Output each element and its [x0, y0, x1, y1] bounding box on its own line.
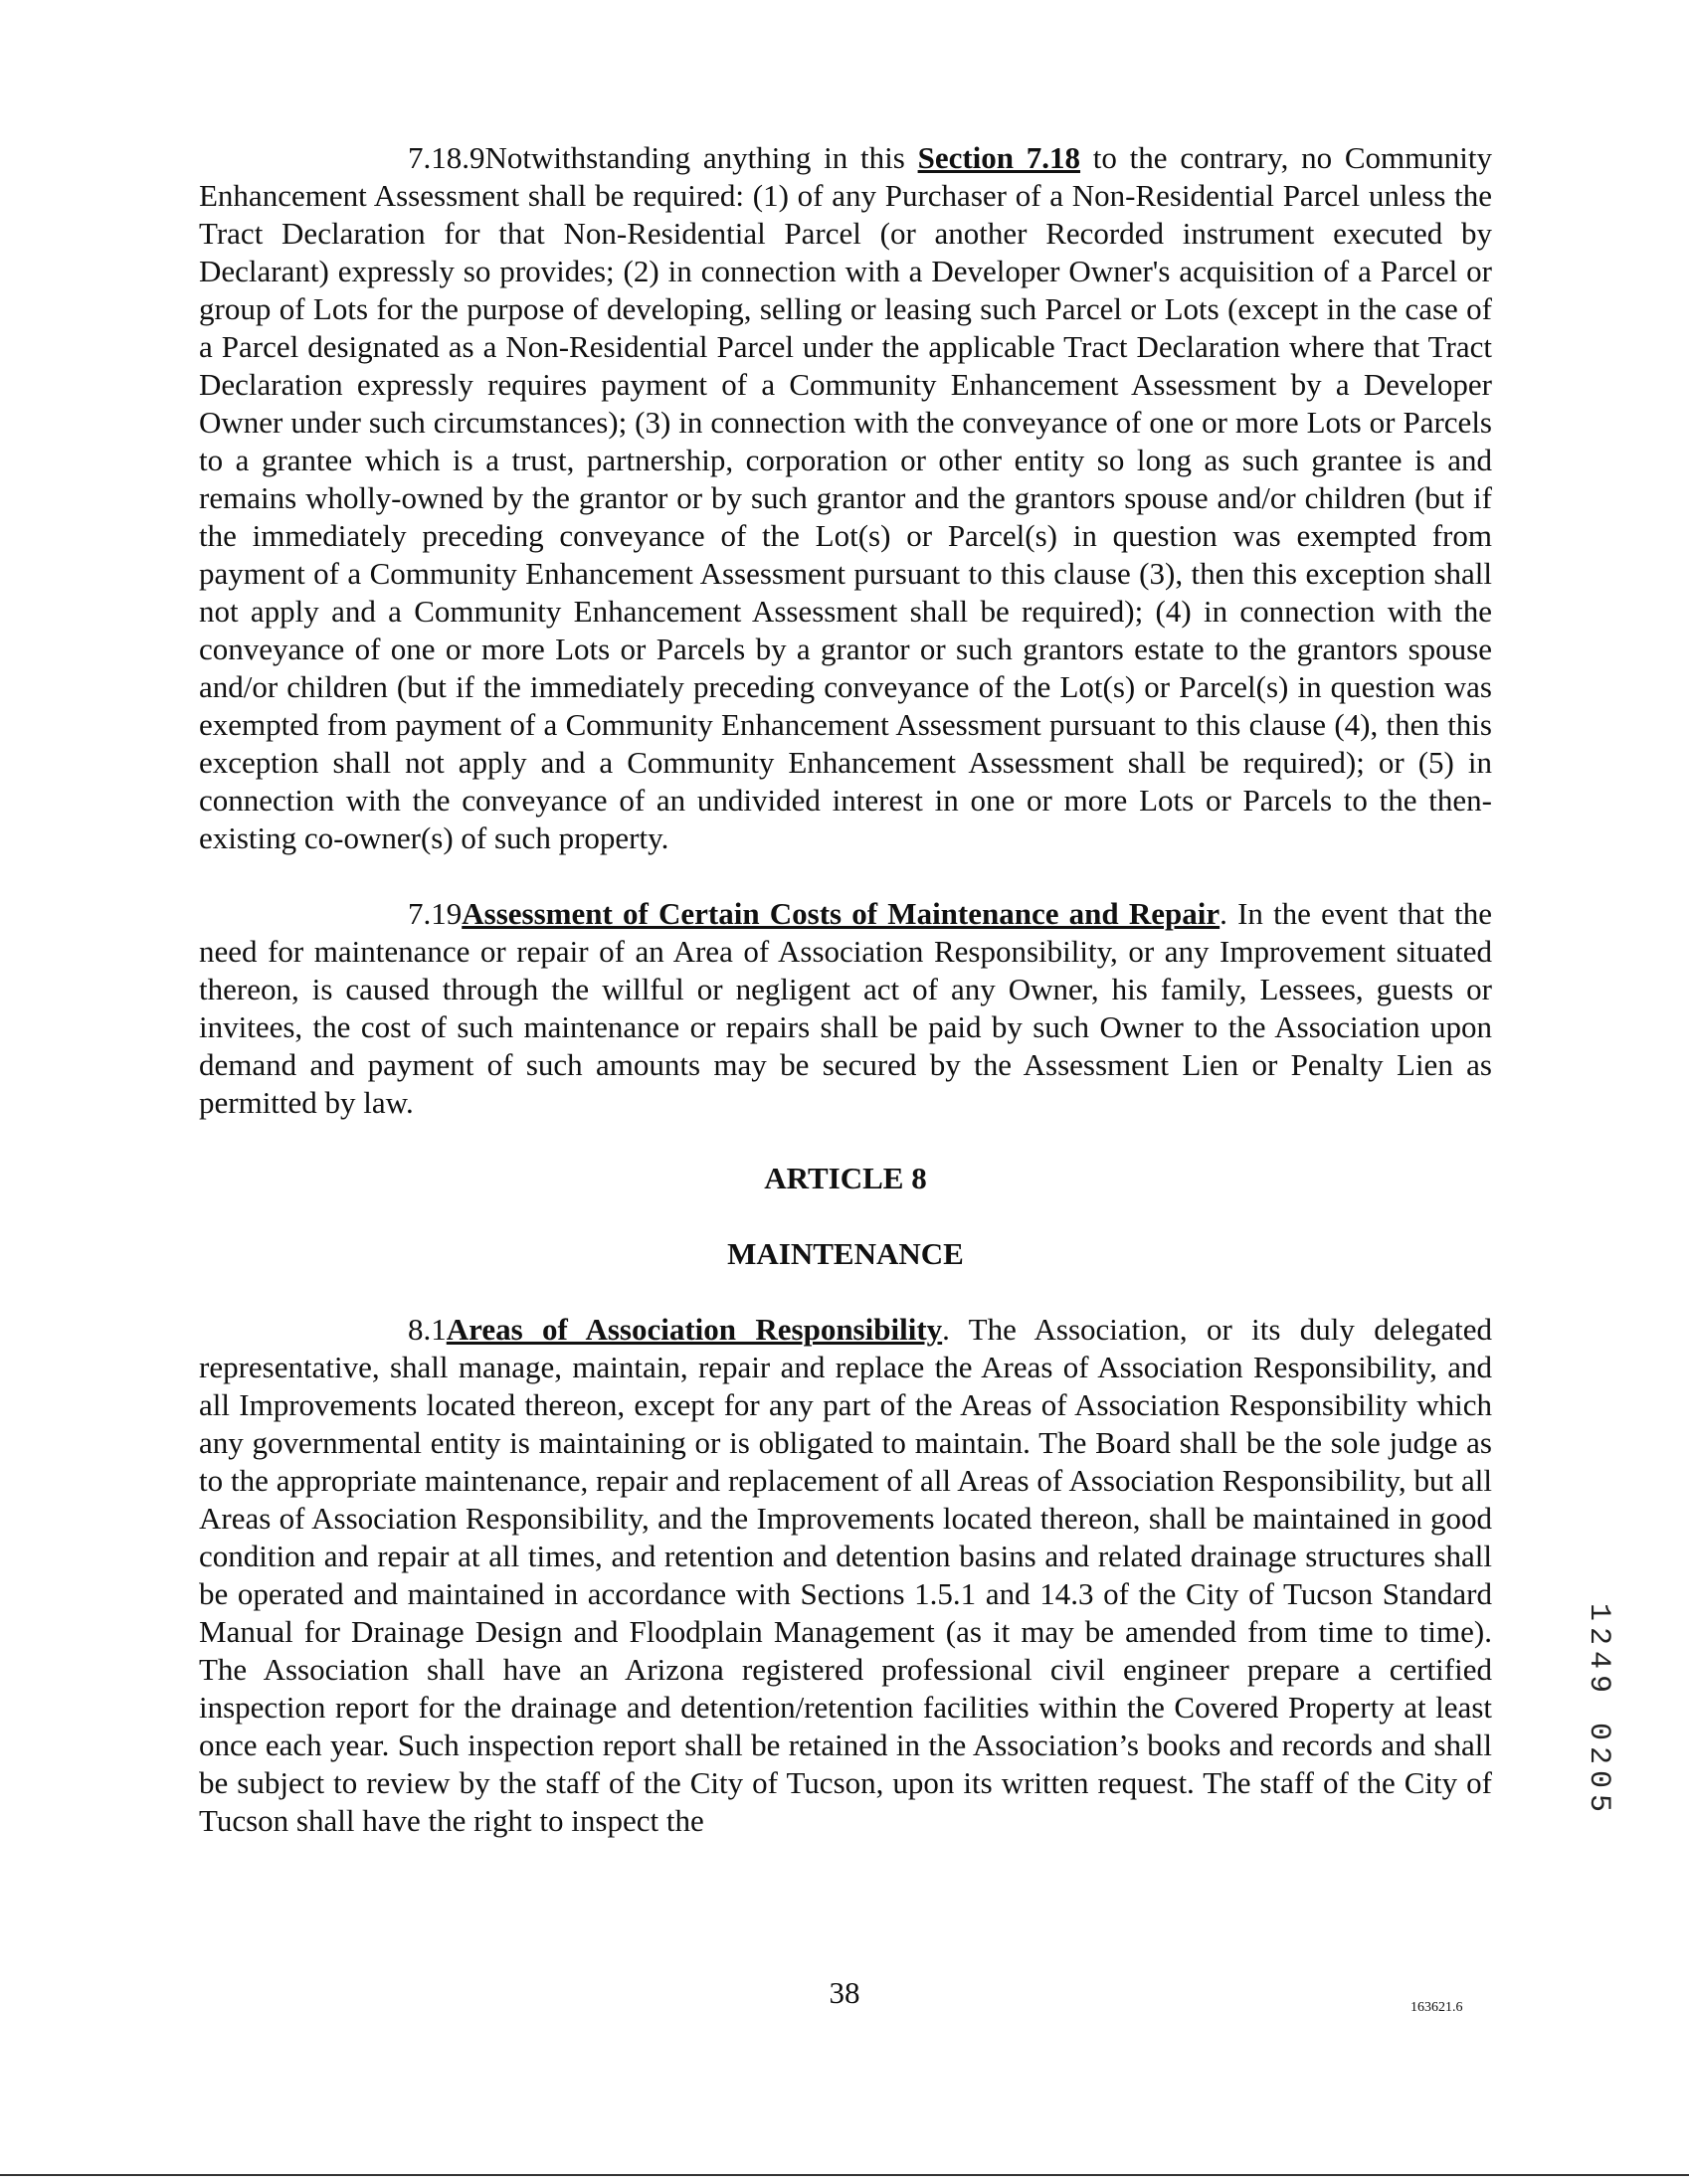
recording-stamp [1580, 1603, 1619, 1892]
paragraph-text: to the contrary, no Community Enhancement Assessment shall be required: (1) of any Purchaser of a Non-Residential Parcel unless the Tract Declaration for that Non-Residential Parcel (or another Recorded instrument executed by Declarant) expressly so provides; (2) in connection with a Developer Owner's acquisition of a Parcel or group of Lots for the purpose of developing, selling or leasing such Parcel or Lots (except in the case of a Parcel designated as a Non-Residential Parcel under the applicable Tract Declaration where that Tract Declaration expressly requires payment of a Community Enhancement Assessment by a Developer Owner under such circumstances); (3) in connection with the conveyance of one or more Lots or Parcels to a grantee which is a trust, partnership, corporation or other entity so long as such grantee is and remains wholly-owned by the grantor or by such grantor and the grantors spouse and/or children (but if the immediately preceding conveyance of the Lot(s) or Parcel(s) in question was exempted from payment of a Community Enhancement Assessment pursuant to this clause (3), then this exception shall not apply and a Community Enhancement Assessment shall be required); (4) in connection with the conveyance of one or more Lots or Parcels by a grantor or such grantors estate to the grantors spouse and/or children (but if the immediately preceding conveyance of the Lot(s) or Parcel(s) in question was exempted from payment of a Community Enhancement Assessment pursuant to this clause (4), then this exception shall not apply and a Community Enhancement Assessment shall be required); or (5) in connection with the conveyance of an undivided interest in one or more Lots or Parcels to the then-existing co-owner(s) of such property. [199, 140, 1492, 855]
scan-edge-line [0, 2174, 1689, 2176]
document-code: 163621.6 [1410, 2000, 1463, 2015]
recording-number: 1249 0205 [1582, 1603, 1615, 1819]
article-label: ARTICLE 8 [764, 1161, 927, 1195]
paragraph-8-1 [199, 1311, 1492, 1840]
paragraph-text: . In the event that the need for maintenance or repair of an Area of Association Responsibility, or any Improvement situated thereon, is caused through the willful or negligent act of any Owner, his family, Lessees, guests or invitees, the cost of such maintenance or repairs shall be paid by such Owner to the Association upon demand and payment of such amounts may be secured by the Assessment Lien or Penalty Lien as permitted by law. [199, 896, 1492, 1120]
page-number: 38 [829, 1975, 860, 2010]
section-number: 7.19 [408, 896, 463, 931]
section-heading: Areas of Association Responsibility [446, 1312, 943, 1347]
section-heading: Assessment of Certain Costs of Maintenance and Repair [462, 896, 1220, 931]
article-title: MAINTENANCE [727, 1236, 964, 1271]
paragraph-7-18-9 [199, 139, 1492, 857]
paragraph-text: . The Association, or its duly delegated representative, shall manage, maintain, repair and replace the Areas of Association Responsibility, and all Improvements located thereon, except for any part of the Areas of Association Responsibility which any governmental entity is maintaining or is obligated to maintain. The Board shall be the sole judge as to the appropriate maintenance, repair and replacement of all Areas of Association Responsibility, but all Areas of Association Responsibility, and the Improvements located thereon, shall be maintained in good condition and repair at all times, and retention and detention basins and related drainage structures shall be operated and maintained in accordance with Sections 1.5.1 and 14.3 of the City of Tucson Standard Manual for Drainage Design and Floodplain Management (as it may be amended from time to time). The Association shall have an Arizona registered professional civil engineer prepare a certified inspection report for the drainage and detention/retention facilities within the Covered Property at least once each year. Such inspection report shall be retained in the Association’s books and records and shall be subject to review by the staff of the City of Tucson, upon its written request. The staff of the City of Tucson shall have the right to inspect the [199, 1312, 1492, 1838]
section-number: 8.1 [408, 1312, 447, 1347]
paragraph-7-19 [199, 895, 1492, 1122]
paragraph-text: Notwithstanding anything in this [484, 140, 918, 175]
section-number: 7.18.9 [408, 140, 485, 175]
document-body [199, 139, 1492, 1878]
section-reference: Section 7.18 [917, 140, 1081, 175]
